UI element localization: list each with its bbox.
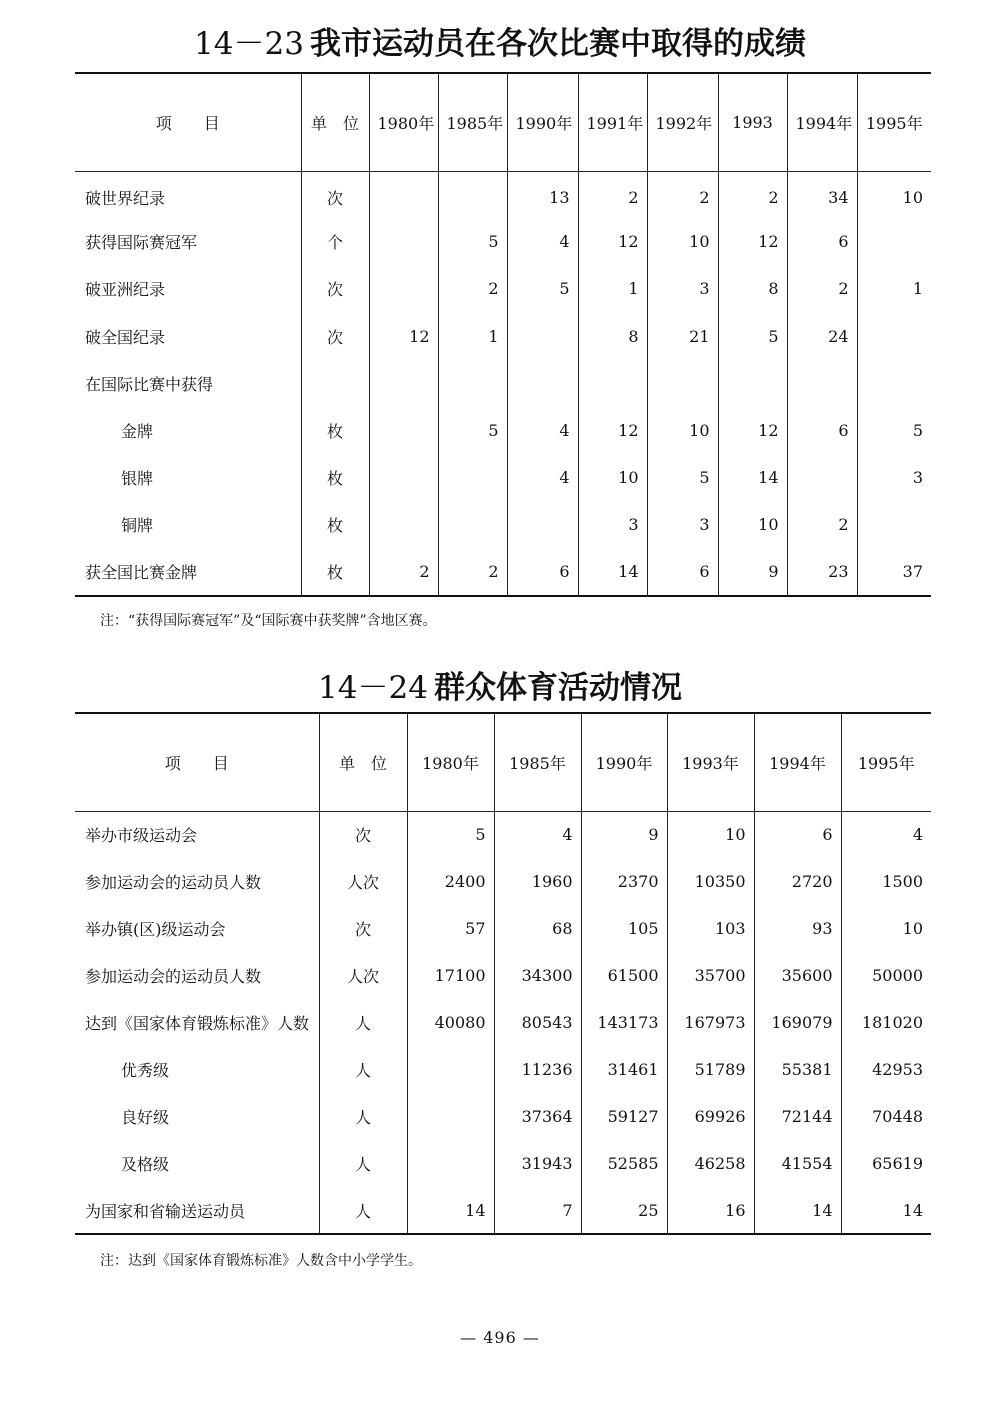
row-item-label: 获得国际赛冠军 [85,233,198,253]
row-unit: 人次 [319,858,407,905]
value-cell [787,454,857,501]
value-cell [369,454,438,501]
value-cell [438,171,507,218]
table2-header-cell: 1980年 [407,713,494,811]
table-row [75,1093,931,1140]
value-cell: 6 [647,549,718,596]
value-cell: 1 [578,265,647,312]
value-cell [718,360,787,407]
row-unit: 枚 [301,407,369,454]
value-cell: 1 [438,313,507,360]
row-unit: 人 [319,999,407,1046]
table1-header-cell: 1992年 [647,73,718,171]
value-cell: 3 [647,265,718,312]
value-cell [857,218,931,265]
value-cell: 11236 [494,1046,581,1093]
value-cell: 80543 [494,999,581,1046]
row-item-label: 在国际比赛中获得 [85,374,214,394]
value-cell: 105 [581,905,667,952]
value-cell [787,360,857,407]
table2-title-text: 群众体育活动情况 [433,670,682,706]
value-cell: 2 [787,501,857,548]
table-row [75,171,931,218]
row-item-label: 破全国纪录 [85,327,166,347]
table-row [75,407,931,454]
row-item-label: 及格级 [121,1155,170,1174]
table1-header-cell: 单 位 [301,73,369,171]
table-row [75,218,931,265]
value-cell: 61500 [581,952,667,999]
value-cell: 1500 [841,858,931,905]
table2-note: 注：达到《国家体育锻炼标准》人数含中小学学生。 [100,1253,422,1269]
value-cell: 2400 [407,858,494,905]
value-cell [857,313,931,360]
table2-number: 14－24 [318,670,428,706]
value-cell: 2 [647,171,718,218]
value-cell [407,1140,494,1187]
value-cell: 10 [718,501,787,548]
table1-header-cell: 1995年 [857,73,931,171]
value-cell [507,360,578,407]
table1-header-row [75,73,931,171]
value-cell: 10 [857,171,931,218]
value-cell: 169079 [754,999,841,1046]
value-cell [578,360,647,407]
table1-header-cell: 1991年 [578,73,647,171]
value-cell: 4 [841,811,931,858]
value-cell: 12 [718,218,787,265]
value-cell: 14 [754,1187,841,1234]
value-cell: 8 [578,313,647,360]
value-cell: 2 [438,265,507,312]
value-cell: 31461 [581,1046,667,1093]
value-cell: 1960 [494,858,581,905]
value-cell: 3 [578,501,647,548]
row-item-label: 破世界纪录 [85,189,166,209]
value-cell: 34300 [494,952,581,999]
value-cell: 24 [787,313,857,360]
value-cell: 68 [494,905,581,952]
value-cell: 5 [507,265,578,312]
value-cell [507,501,578,548]
table1-number: 14－23 [194,26,304,62]
value-cell: 8 [718,265,787,312]
table-row [75,1046,931,1093]
row-item-label: 举办市级运动会 [85,826,198,846]
row-unit: 次 [319,811,407,858]
value-cell: 42953 [841,1046,931,1093]
table-row [75,811,931,858]
table1-header-cell: 1980年 [369,73,438,171]
value-cell: 9 [718,549,787,596]
value-cell [369,360,438,407]
row-unit: 次 [301,265,369,312]
table1-header-cell: 1985年 [438,73,507,171]
table2 [75,712,931,1235]
row-unit: 人 [319,1187,407,1234]
row-unit: 个 [301,218,369,265]
value-cell: 12 [578,218,647,265]
value-cell [369,218,438,265]
table-row [75,1140,931,1187]
row-item-label: 参加运动会的运动员人数 [85,873,262,892]
value-cell: 2720 [754,858,841,905]
table1-header-cell: 项 目 [75,73,301,171]
table-row [75,858,931,905]
value-cell: 5 [438,407,507,454]
value-cell: 37364 [494,1093,581,1140]
table2-header-cell: 1994年 [754,713,841,811]
value-cell: 12 [369,313,438,360]
table2-header-row [75,713,931,811]
value-cell: 2 [787,265,857,312]
value-cell [369,171,438,218]
row-unit: 枚 [301,454,369,501]
value-cell: 93 [754,905,841,952]
value-cell: 70448 [841,1093,931,1140]
value-cell: 51789 [667,1046,754,1093]
value-cell: 35700 [667,952,754,999]
value-cell: 69926 [667,1093,754,1140]
value-cell: 181020 [841,999,931,1046]
value-cell: 6 [787,407,857,454]
value-cell: 34 [787,171,857,218]
row-unit: 次 [301,171,369,218]
row-unit: 枚 [301,549,369,596]
value-cell [407,1046,494,1093]
value-cell: 40080 [407,999,494,1046]
value-cell: 10350 [667,858,754,905]
table2-header-cell: 1995年 [841,713,931,811]
value-cell: 13 [507,171,578,218]
row-item-label: 举办镇(区)级运动会 [85,920,226,939]
value-cell [369,407,438,454]
value-cell [647,360,718,407]
table-row [75,952,931,999]
value-cell: 57 [407,905,494,952]
table2-body [75,811,931,1234]
table-row [75,265,931,312]
value-cell: 10 [647,218,718,265]
value-cell: 5 [438,218,507,265]
value-cell: 2 [578,171,647,218]
value-cell [857,360,931,407]
value-cell: 4 [507,454,578,501]
row-unit: 人次 [319,952,407,999]
value-cell: 167973 [667,999,754,1046]
row-unit: 人 [319,1093,407,1140]
row-unit: 枚 [301,501,369,548]
row-item-label: 达到《国家体育锻炼标准》人数 [85,1014,310,1033]
value-cell: 21 [647,313,718,360]
value-cell: 12 [718,407,787,454]
value-cell: 59127 [581,1093,667,1140]
row-item-label: 良好级 [121,1108,170,1127]
value-cell: 4 [507,407,578,454]
value-cell: 46258 [667,1140,754,1187]
value-cell [407,1093,494,1140]
value-cell: 2 [718,171,787,218]
value-cell: 50000 [841,952,931,999]
value-cell: 14 [841,1187,931,1234]
table-row [75,501,931,548]
table1-body [75,171,931,596]
table1-header-cell: 1993 [718,73,787,171]
table2-header-cell: 1993年 [667,713,754,811]
table-row [75,905,931,952]
value-cell: 103 [667,905,754,952]
value-cell [507,313,578,360]
row-unit: 次 [301,313,369,360]
table-row [75,360,931,407]
value-cell: 41554 [754,1140,841,1187]
value-cell [369,501,438,548]
value-cell: 16 [667,1187,754,1234]
table1 [75,72,931,597]
table1-title [0,18,1000,63]
row-unit: 人 [319,1140,407,1187]
value-cell: 3 [647,501,718,548]
row-item-label: 金牌 [121,422,154,442]
table2-header-cell: 项 目 [75,713,319,811]
table-row [75,549,931,596]
table-row [75,999,931,1046]
table-row [75,313,931,360]
value-cell: 143173 [581,999,667,1046]
value-cell: 4 [507,218,578,265]
value-cell: 5 [407,811,494,858]
value-cell: 5 [647,454,718,501]
value-cell: 5 [718,313,787,360]
value-cell: 23 [787,549,857,596]
table-row [75,454,931,501]
value-cell: 17100 [407,952,494,999]
value-cell: 5 [857,407,931,454]
value-cell: 3 [857,454,931,501]
value-cell [438,360,507,407]
table-row [75,1187,931,1234]
value-cell: 65619 [841,1140,931,1187]
value-cell: 10 [667,811,754,858]
row-item-label: 获全国比赛金牌 [85,563,198,583]
value-cell: 2 [438,549,507,596]
value-cell [438,501,507,548]
row-unit [301,360,369,407]
table2-header-cell: 单 位 [319,713,407,811]
value-cell: 14 [407,1187,494,1234]
row-item-label: 银牌 [121,469,154,489]
table1-header-cell: 1994年 [787,73,857,171]
table1-title-text: 我市运动员在各次比赛中取得的成绩 [309,26,806,62]
value-cell: 31943 [494,1140,581,1187]
value-cell: 6 [787,218,857,265]
value-cell [438,454,507,501]
value-cell: 4 [494,811,581,858]
table1-note: 注：“获得国际赛冠军”及“国际赛中获奖牌”含地区赛。 [100,613,437,629]
value-cell: 25 [581,1187,667,1234]
value-cell: 55381 [754,1046,841,1093]
value-cell [857,501,931,548]
value-cell: 37 [857,549,931,596]
value-cell: 1 [857,265,931,312]
value-cell: 72144 [754,1093,841,1140]
row-item-label: 铜牌 [121,516,154,536]
row-unit: 人 [319,1046,407,1093]
row-item-label: 参加运动会的运动员人数 [85,967,262,986]
value-cell: 6 [754,811,841,858]
value-cell: 9 [581,811,667,858]
value-cell: 14 [578,549,647,596]
value-cell: 10 [647,407,718,454]
value-cell: 2370 [581,858,667,905]
value-cell: 10 [841,905,931,952]
table2-title [0,662,1000,707]
table2-header-cell: 1990年 [581,713,667,811]
value-cell: 10 [578,454,647,501]
row-unit: 次 [319,905,407,952]
value-cell: 52585 [581,1140,667,1187]
value-cell: 6 [507,549,578,596]
value-cell: 2 [369,549,438,596]
value-cell: 12 [578,407,647,454]
row-item-label: 优秀级 [121,1061,170,1080]
page-number: — 496 — [460,1328,540,1347]
row-item-label: 破亚洲纪录 [85,280,166,300]
row-item-label: 为国家和省输送运动员 [85,1201,246,1221]
value-cell [369,265,438,312]
table2-header-cell: 1985年 [494,713,581,811]
value-cell: 35600 [754,952,841,999]
table1-header-cell: 1990年 [507,73,578,171]
value-cell: 14 [718,454,787,501]
value-cell: 7 [494,1187,581,1234]
